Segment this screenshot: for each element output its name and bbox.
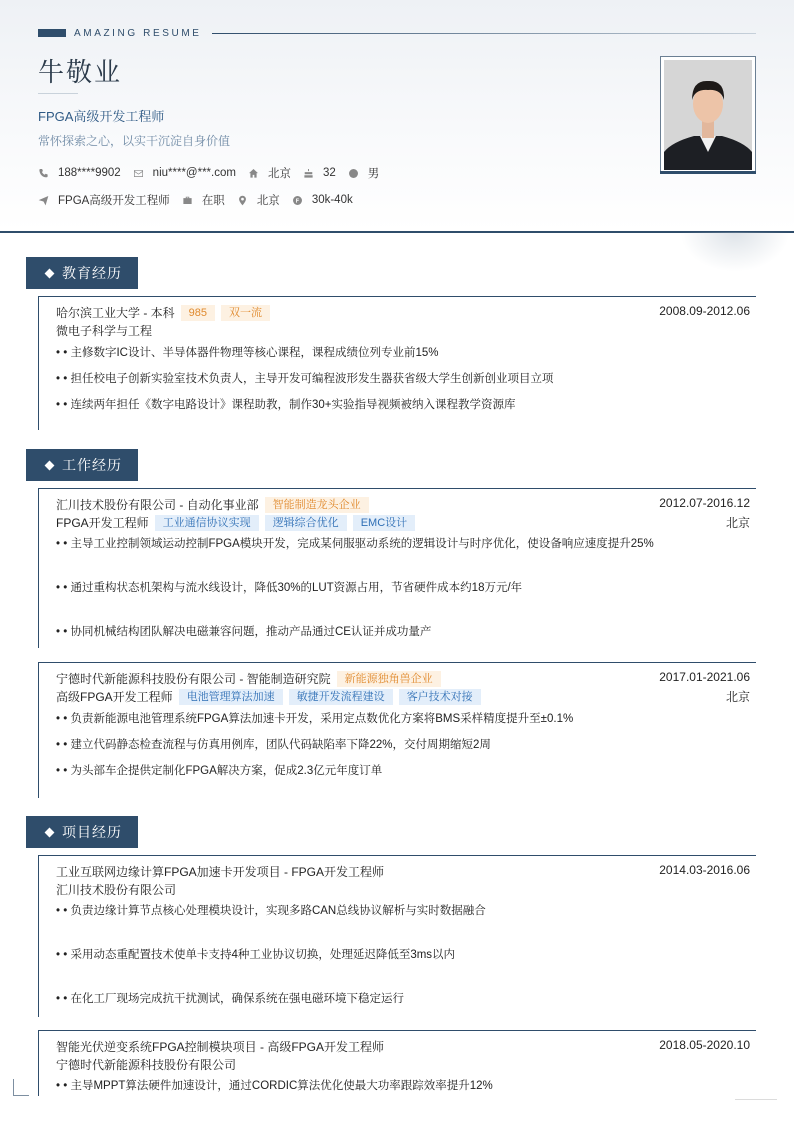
city-intent-text: 北京	[256, 195, 280, 207]
gender-icon	[348, 168, 359, 179]
company-badge: 新能源独角兽企业	[337, 671, 441, 687]
role-name: FPGA开发工程师	[56, 516, 149, 530]
education-date: 2008.09-2012.06	[659, 304, 750, 318]
work-bullet: • • 建立代码静态检查流程与仿真用例库，团队代码缺陷率下降22%，交付周期缩短2周	[56, 739, 491, 751]
skill-tag: 电池管理算法加速	[179, 689, 283, 705]
work-section-title	[26, 449, 138, 481]
profile-photo-frame	[660, 56, 756, 174]
company-name: 宁德时代新能源科技股份有限公司 - 智能制造研究院	[56, 672, 331, 686]
send-icon	[38, 195, 49, 206]
tag-985: 985	[181, 305, 215, 321]
contact-row	[38, 165, 391, 181]
gender-info	[348, 165, 380, 181]
money-icon	[292, 195, 303, 206]
role-line	[56, 514, 415, 531]
skill-tag: 客户技术对接	[399, 689, 481, 705]
diamond-icon	[45, 460, 55, 470]
photo-accent-bar	[660, 171, 756, 174]
education-entry	[38, 296, 756, 430]
work-bullet: • • 负责新能源电池管理系统FPGA算法加速卡开发，采用定点数优化方案将BMS采样精度提升至±0.1%	[56, 713, 574, 725]
skill-tag: EMC设计	[353, 515, 415, 531]
job-intent-text: FPGA高级开发工程师	[58, 195, 170, 207]
phone-text: 188****9902	[58, 167, 121, 179]
page-corner-line	[735, 1099, 777, 1100]
resume-header	[0, 0, 794, 233]
project-date: 2018.05-2020.10	[659, 1038, 750, 1052]
header-shadow	[680, 232, 790, 272]
home-text: 北京	[267, 168, 291, 180]
age-info	[303, 167, 336, 179]
work-bullet: • • 为头部车企提供定制化FPGA解决方案，促成2.3亿元年度订单	[56, 765, 383, 777]
age-text: 32	[322, 167, 336, 179]
location-pin-icon	[237, 195, 248, 206]
school-name: 哈尔滨工业大学 - 本科	[56, 306, 175, 320]
brand-text: AMAZING RESUME	[74, 27, 202, 39]
profile-photo	[664, 60, 752, 170]
work-date: 2012.07-2016.12	[659, 496, 750, 510]
entry-title-line	[56, 304, 270, 321]
diamond-icon	[45, 268, 55, 278]
brand-row	[38, 27, 756, 39]
project-bullet: • • 在化工厂现场完成抗干扰测试，确保系统在强电磁环境下稳定运行	[56, 993, 404, 1005]
brand-divider	[212, 33, 756, 34]
status-intent-text: 在职	[201, 195, 225, 207]
home-icon	[248, 168, 259, 179]
project-company: 汇川技术股份有限公司	[56, 883, 177, 897]
salary-intent	[292, 194, 353, 206]
entry-title-line	[56, 496, 369, 513]
project-title: 智能光伏逆变系统FPGA控制模块项目 - 高级FPGA开发工程师	[56, 1040, 385, 1054]
work-entry	[38, 488, 756, 648]
project-date: 2014.03-2016.06	[659, 863, 750, 877]
phone-icon	[38, 168, 49, 179]
brand-bar	[38, 29, 66, 37]
intent-row	[38, 192, 365, 208]
candidate-name: 牛敬业	[38, 57, 123, 87]
phone-info	[38, 167, 121, 179]
role-line	[56, 688, 481, 705]
education-bullet: • • 担任校电子创新实验室技术负责人，主导开发可编程波形发生器获省级大学生创新创业项目立项	[56, 373, 554, 385]
company-badge: 智能制造龙头企业	[265, 497, 369, 513]
project-bullet: • • 负责边缘计算节点核心处理模块设计，实现多路CAN总线协议解析与实时数据融合	[56, 905, 486, 917]
work-bullet: • • 主导工业控制领域运动控制FPGA模块开发，完成某伺服驱动系统的逻辑设计与时序优化，使设备响应速度提升25%	[56, 538, 654, 550]
project-entry	[38, 1030, 756, 1096]
work-bullet: • • 通过重构状态机架构与流水线设计，降低30%的LUT资源占用，节省硬件成本约18万元/年	[56, 582, 523, 594]
work-bullet: • • 协同机械结构团队解决电磁兼容问题，推动产品通过CE认证并成功量产	[56, 626, 432, 638]
diamond-icon	[45, 827, 55, 837]
work-location: 北京	[725, 690, 750, 704]
cake-icon	[303, 168, 314, 179]
skill-tag: 工业通信协议实现	[155, 515, 259, 531]
candidate-position: FPGA高级开发工程师	[38, 109, 165, 124]
education-section-label: 教育经历	[62, 265, 122, 281]
briefcase-icon	[182, 195, 193, 206]
work-date: 2017.01-2021.06	[659, 670, 750, 684]
status-intent	[182, 192, 225, 208]
education-section-title	[26, 257, 138, 289]
candidate-motto: 常怀探索之心，以实干沉淀自身价值	[38, 134, 231, 148]
project-section-title	[26, 816, 138, 848]
education-major: 微电子科学与工程	[56, 324, 153, 338]
work-location: 北京	[725, 516, 750, 530]
skill-tag: 逻辑综合优化	[265, 515, 347, 531]
project-bullet: • • 主导MPPT算法硬件加速设计，通过CORDIC算法优化使最大功率跟踪效率提升12%	[56, 1080, 493, 1092]
salary-intent-text: 30k-40k	[311, 194, 353, 206]
project-section-label: 项目经历	[62, 824, 122, 840]
company-name: 汇川技术股份有限公司 - 自动化事业部	[56, 498, 259, 512]
project-entry	[38, 855, 756, 1017]
work-section-label: 工作经历	[62, 457, 122, 473]
education-bullet: • • 连续两年担任《数字电路设计》课程助教，制作30+实验指导视频被纳入课程教学资源库	[56, 399, 516, 411]
project-bullet: • • 采用动态重配置技术使单卡支持4种工业协议切换，处理延迟降低至3ms以内	[56, 949, 456, 961]
tag-double-first-class: 双一流	[221, 305, 270, 321]
email-info	[133, 167, 236, 179]
work-entry	[38, 662, 756, 798]
project-company: 宁德时代新能源科技股份有限公司	[56, 1058, 237, 1072]
project-title: 工业互联网边缘计算FPGA加速卡开发项目 - FPGA开发工程师	[56, 865, 385, 879]
entry-title-line	[56, 670, 441, 687]
name-underline	[38, 93, 78, 94]
home-info	[248, 165, 291, 181]
page-corner-mark	[13, 1079, 29, 1096]
education-bullet: • • 主修数字IC设计、半导体器件物理等核心课程，课程成绩位列专业前15%	[56, 347, 439, 359]
city-intent	[237, 192, 280, 208]
mail-icon	[133, 168, 144, 179]
skill-tag: 敏捷开发流程建设	[289, 689, 393, 705]
gender-text: 男	[367, 168, 380, 180]
role-name: 高级FPGA开发工程师	[56, 690, 173, 704]
email-text: niu****@***.com	[152, 167, 236, 179]
job-intent	[38, 192, 170, 208]
